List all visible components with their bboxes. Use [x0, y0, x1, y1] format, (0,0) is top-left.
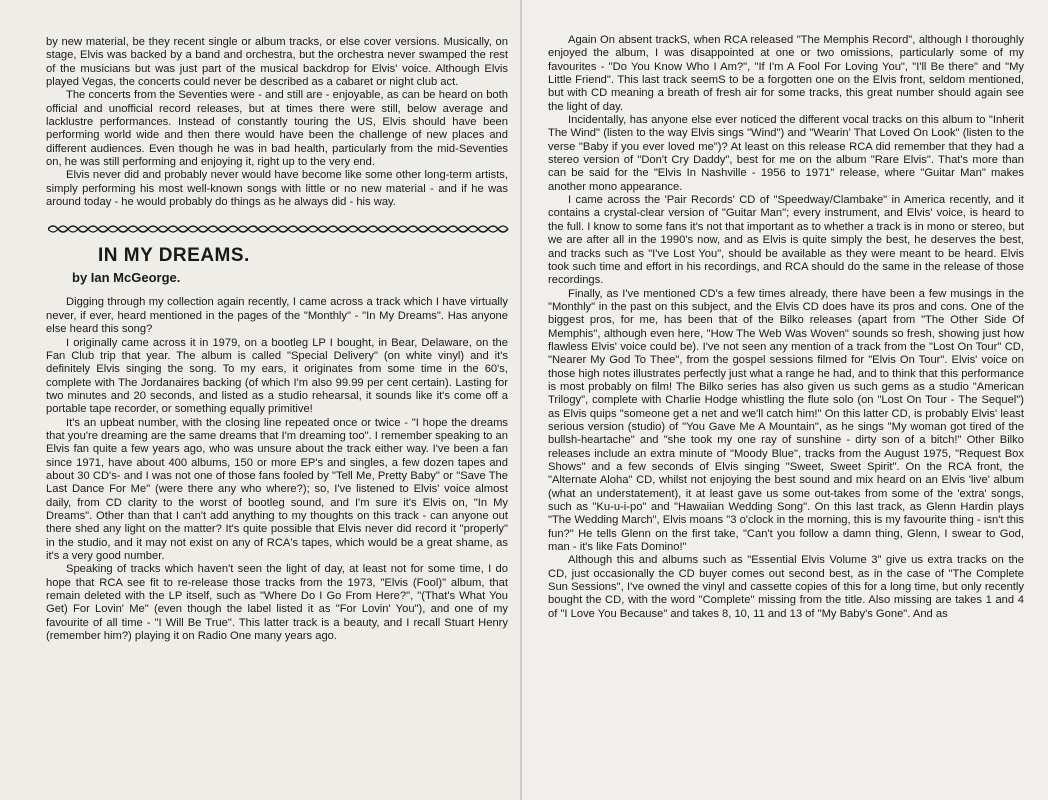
wave-divider-icon — [48, 223, 510, 235]
paragraph: I came across the 'Pair Records' CD of "Speedway/Clambake" in America recently, and it contains a crystal-clear version of "Guitar Man"; every instrument, and Elvis' voice, is heard to the full. I know to some fans it's not that important as to whether a track is in mono or stereo, but we are after all in the 1990's now, and as Elvis is quite simply the best, he deserves the best, and tracks such as "I've Lost You", should be available as they were meant to be heard. Elvis took such time and effort in his recordings, and RCA should do the same in the release of those recordings. — [548, 194, 1024, 287]
left-page — [0, 0, 522, 800]
paragraph: Although this and albums such as "Essential Elvis Volume 3" give us extra tracks on the CD, just occasionally the CD buyer comes out second best, as in the case of "The Complete Sun Sessions", I've owned the vinyl and cassette copies of this for a long time, but only recently bought the CD, with the word "Complete" missing from the title. Also missing are takes 1 and 4 of "I Love You Because" and takes 8, 10, 11 and 13 of "My Baby's Gone". And as — [548, 554, 1024, 620]
paragraph: I originally came across it in 1979, on a bootleg LP I bought, in Bear, Delaware, on the Fan Club trip that year. The album is called "Special Delivery" (on white vinyl) and it's definitely Elvis singing the song. To my ears, it originates from some time in the 60's, complete with The Jordanaires backing (of which I'm also 99.99 per cent certain). Lasting for two minutes and 20 seconds, and listed as a studio rehearsal, it sounds like it's come off a portable tape recorder, or something equally primitive! — [46, 336, 508, 416]
paragraph: Finally, as I've mentioned CD's a few times already, there have been a few musings in the "Monthly" in the past on this subject, and the Elvis CD does have its pros and cons. One of the biggest pros, for me, has been that of the Bilko releases (apart from "The Other Side Of Memphis", although even here, "How The Web Was Woven" sounds so fresh, showing just how flawless Elvis' voice could be). I've not seen any mention of a track from the "Lost On Tour" CD, "Nearer My God To Thee", from the gospel sessions filmed for "Elvis On Tour". Elvis' voice on those high notes illustrates perfectly just what a range he had, and to think that this performance is most probably on film! The Bilko series has also given us such gems as a studio "American Trilogy", complete with Charlie Hodge whistling the flute solo (on "Lost On Tour - The Sequel") as Elvis quips "someone get a net and we'll catch him!" On this latter CD, is probably Elvis' least serious version (studio) of "You Gave Me A Mountain", as he sings "My woman got tired of the bullsh-heartache" and "she took my one ray of sunshine - dirty son of a bitch!" Other Bilko releases include an extra minute of "Moody Blue", tracks from the August 1975, "Request Box Shows" and a few seconds of Elvis singing "Sweet, Sweet Spirit". On the RCA front, the "Alternate Aloha" CD, whilst not enjoying the best sound and mix heard on an Elvis 'live' album (what an understatement), it at least gave us some out-takes from some of the 'extra' songs, such as "Ku-u-i-po" and "Hawaiian Wedding Song". On this last track, as Glenn Hardin plays "The Wedding March", Elvis moans "3 o'clock in the morning, this is my favourite thing - isn't this fun?" He tells Glenn on the first take, "Can't you follow a damn thing, Glenn, I swear to God, man - it's like Fats Domino!" — [548, 287, 1024, 554]
paragraph: It's an upbeat number, with the closing line repeated once or twice - "I hope the dreams that you're dreaming are the same dreams that I'm dreaming too". I remember speaking to an Elvis fan quite a few years ago, who was unsure about the track either way. I've been a fan since 1971, have about 400 albums, 150 or more EP's and singles, a few dozen tapes and about 30 CD's- and I was not one of those fans fooled by "Tell Me, Pretty Baby" or "Save The Last Dance For Me" (were there any who where?); so, I've listened to Elvis' voice almost daily, from CD clarity to the worst of bootleg sound, and I'm sure it's Elvis on, "In My Dreams". Other than that I can't add anything to my thoughts on this track - can anyone out there shed any light on the matter? It's quite possible that Elvis never did record it "properly" in the studio, and it may not exist on any of RCA's tapes, which would be a great shame, as it's a very good number. — [46, 416, 508, 562]
paragraph: by new material, be they recent single or album tracks, or else cover versions. Musically, on stage, Elvis was backed by a band and orchestra, but the orchestra never swamped the rest of the musicians but was just part of the musical backdrop for Elvis' voice. Although Elvis played Vegas, the concerts could never be described as a cabaret or night club act. — [46, 36, 508, 89]
paragraph: Elvis never did and probably never would have become like some other long-term artists, simply performing his most well-known songs with little or no new material - and if he was around today - he would probably do things as he always did - his way. — [46, 169, 508, 209]
paragraph: Incidentally, has anyone else ever noticed the different vocal tracks on this album to "Inherit The Wind" (listen to the way Elvis sings "Wind") and "Wearin' That Loved On Look" (listen to the verse "Baby if you ever loved me")? At least on this release RCA did remember that they had a stereo version of "Don't Cry Daddy", best for me on the album "Rare Elvis". That's more than can be said for the "Elvis In Nashville - 1956 to 1971" release, where "Guitar Man" makes another mono appearance. — [548, 114, 1024, 193]
article-byline: by Ian McGeorge. — [72, 270, 181, 286]
paragraph: Speaking of tracks which haven't seen the light of day, at least not for some time, I do hope that RCA see fit to re-release those tracks from the 1973, "Elvis (Fool)" album, that remain deleted with the LP itself, such as "Where Do I Go From Here?", "(That's What You Get) For Lovin' Me" (even though the label listed it as "For Lovin' You"), and one of my favourite of all time - "I Will Be True". This latter track is a beauty, and I recall Stuart Henry (remember him?) playing it on Radio One many years ago. — [46, 563, 508, 643]
right-page — [522, 0, 1048, 800]
decorative-wave-divider — [48, 223, 510, 235]
paragraph: Digging through my collection again recently, I came across a track which I have virtually never, if ever, heard mentioned in the pages of the "Monthly" - "In My Dreams". Has anyone else heard this song? — [46, 296, 508, 336]
article-title: IN MY DREAMS. — [98, 245, 250, 267]
paragraph: Again On absent trackS, when RCA released "The Memphis Record", although I thoroughly enjoyed the album, I was disappointed at one or two omissions, particularly some of my favourites - "Do You Know Who I Am?", "If I'm A Fool For Loving You", "I'll Be there" and "My Little Friend". This last track seemS to be a forgotten one on the Elvis front, seldom mentioned, but with CD meaning a breath of fresh air for some tracks, this great number should again see the light of day. — [548, 34, 1024, 113]
paragraph: The concerts from the Seventies were - and still are - enjoyable, as can be heard on both official and unofficial record releases, but at times there were still, below average and lacklustre performances. Instead of constantly touring the US, Elvis should have been performing world wide and then there would have been the challenge of new places and different audiences. Even though he was in bad health, particularly from the mid-Seventies on, he was still performing and enjoying it, right up to the very end. — [46, 89, 508, 169]
